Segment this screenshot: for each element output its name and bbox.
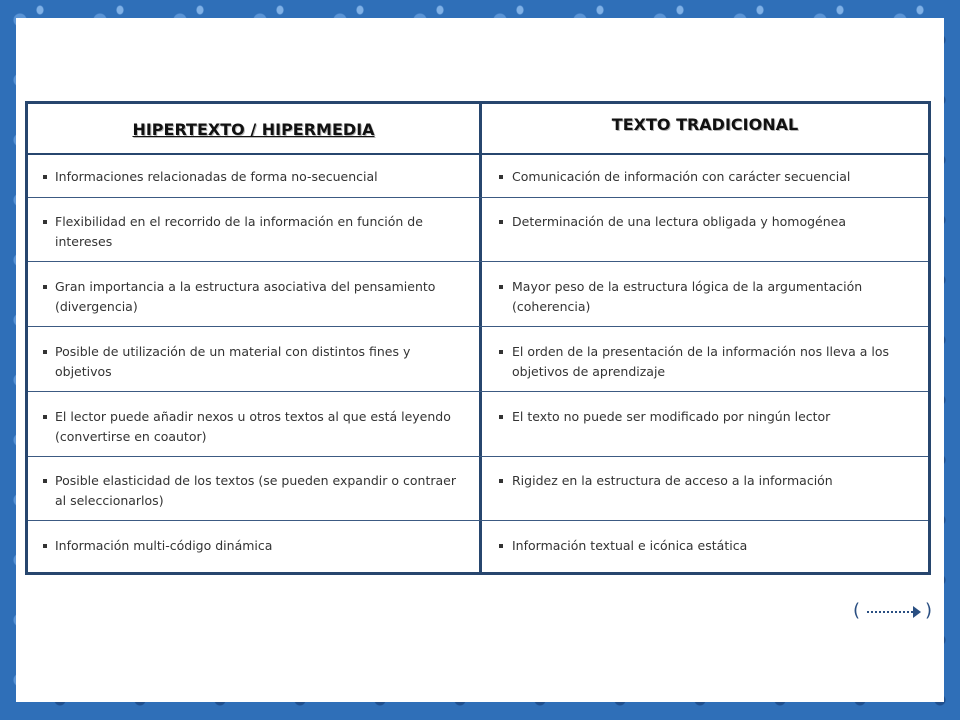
row-separator [28,391,928,392]
header-hipertexto: HIPERTEXTO / HIPERMEDIA [132,119,375,139]
row-separator [28,456,928,457]
next-arrow-icon[interactable]: ( ) [853,600,933,621]
table-cell-left: Informaciones relacionadas de forma no-secuencial [28,167,468,187]
table-cell-left: El lector puede añadir nexos u otros textos al que está leyendo (convertirse en coautor) [28,407,468,447]
table-cell-right: Determinación de una lectura obligada y homogénea [482,212,928,232]
comparison-table [25,101,931,575]
table-cell-right: El orden de la presentación de la información nos lleva a los objetivos de aprendizaje [482,342,928,382]
table-cell-left: Gran importancia a la estructura asociativa del pensamiento (divergencia) [28,277,468,317]
row-separator [28,197,928,198]
table-cell-left: Posible elasticidad de los textos (se pueden expandir o contraer al seleccionarlos) [28,471,468,511]
table-cell-left: Posible de utilización de un material con distintos fines y objetivos [28,342,468,382]
row-separator [28,520,928,521]
table-cell-right: Rigidez en la estructura de acceso a la información [482,471,928,491]
table-cell-right: Comunicación de información con carácter secuencial [482,167,928,187]
header-texto-tradicional: TEXTO TRADICIONAL [611,115,799,134]
table-cell-right: Mayor peso de la estructura lógica de la argumentación (coherencia) [482,277,928,317]
table-cell-right: El texto no puede ser modificado por ningún lector [482,407,928,427]
slide [16,18,944,702]
header-separator [28,153,928,155]
row-separator [28,326,928,327]
table-cell-left: Información multi-código dinámica [28,536,468,556]
table-cell-right: Información textual e icónica estática [482,536,928,556]
row-separator [28,261,928,262]
table-cell-left: Flexibilidad en el recorrido de la información en función de intereses [28,212,468,252]
